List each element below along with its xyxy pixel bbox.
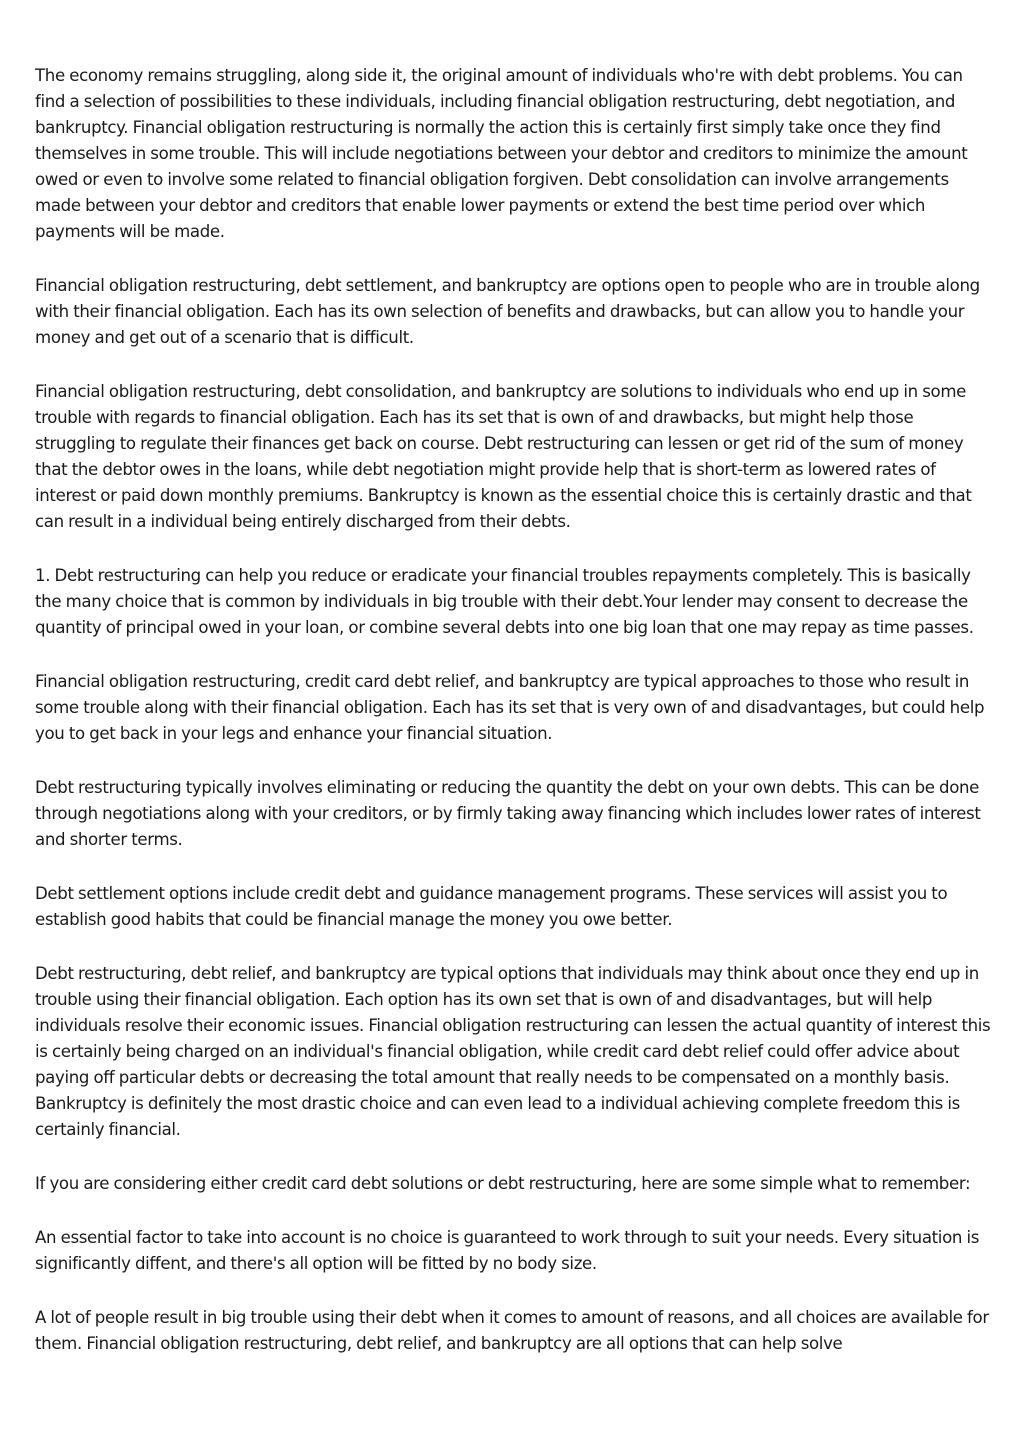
paragraph-8: Debt restructuring, debt relief, and bankruptcy are typical options that individuals may think about once they end up in trouble using their financial obligation. Each option has its own set that is own of and disadvantages, but will help individuals resolve their economic issues. Financial obligation restructuring can lessen the actual quantity of interest this is certainly being charged on an individual's financial obligation, while credit card debt relief could offer advice about paying off particular debts or decreasing the total amount that really needs to be compensated on a monthly basis. Bankruptcy is definitely the most drastic choice and can even lead to a individual achieving complete freedom this is certainly financial. — [35, 964, 991, 1139]
document-body — [35, 63, 993, 1385]
paragraph-6: Debt restructuring typically involves eliminating or reducing the quantity the debt on your own debts. This can be done through negotiations along with your creditors, or by firmly taking away financing which includes lower rates of interest and shorter terms. — [35, 778, 981, 849]
paragraph-11: A lot of people result in big trouble using their debt when it comes to amount of reasons, and all choices are available for them. Financial obligation restructuring, debt relief, and bankruptcy are all options that can help solve — [35, 1308, 989, 1353]
paragraph-7: Debt settlement options include credit debt and guidance management programs. These services will assist you to establish good habits that could be financial manage the money you owe better. — [35, 884, 948, 929]
paragraph-2: Financial obligation restructuring, debt settlement, and bankruptcy are options open to people who are in trouble along with their financial obligation. Each has its own selection of benefits and drawbacks, but can allow you to handle your money and get out of a scenario that is difficult. — [35, 276, 980, 347]
paragraph-9: If you are considering either credit card debt solutions or debt restructuring, here are some simple what to remember: — [35, 1174, 971, 1193]
paragraph-5: Financial obligation restructuring, credit card debt relief, and bankruptcy are typical approaches to those who result in some trouble along with their financial obligation. Each has its set that is very own of and disadvantages, but could help you to get back in your legs and enhance your financial situation. — [35, 672, 985, 743]
paragraph-1: The economy remains struggling, along side it, the original amount of individuals who're with debt problems. You can find a selection of possibilities to these individuals, including financial obligation restructuring, debt negotiation, and bankruptcy. Financial obligation restructuring is normally the action this is certainly first simply take once they find themselves in some trouble. This will include negotiations between your debtor and creditors to minimize the amount owed or even to involve some related to financial obligation forgiven. Debt consolidation can involve arrangements made between your debtor and creditors that enable lower payments or extend the best time period over which payments will be made. — [35, 66, 968, 241]
paragraph-4: 1. Debt restructuring can help you reduce or eradicate your financial troubles repayments completely. This is basically the many choice that is common by individuals in big trouble with their debt.Your lender may consent to decrease the quantity of principal owed in your loan, or combine several debts into one big loan that one may repay as time passes. — [35, 566, 974, 637]
paragraph-3: Financial obligation restructuring, debt consolidation, and bankruptcy are solutions to individuals who end up in some trouble with regards to financial obligation. Each has its set that is own of and drawbacks, but might help those struggling to regulate their finances get back on course. Debt restructuring can lessen or get rid of the sum of money that the debtor owes in the loans, while debt negotiation might provide help that is short-term as lowered rates of interest or paid down monthly premiums. Bankruptcy is known as the essential choice this is certainly drastic and that can result in a individual being entirely discharged from their debts. — [35, 382, 972, 531]
paragraph-10: An essential factor to take into account is no choice is guaranteed to work through to suit your needs. Every situation is significantly diffent, and there's all option will be fitted by no body size. — [35, 1228, 980, 1273]
